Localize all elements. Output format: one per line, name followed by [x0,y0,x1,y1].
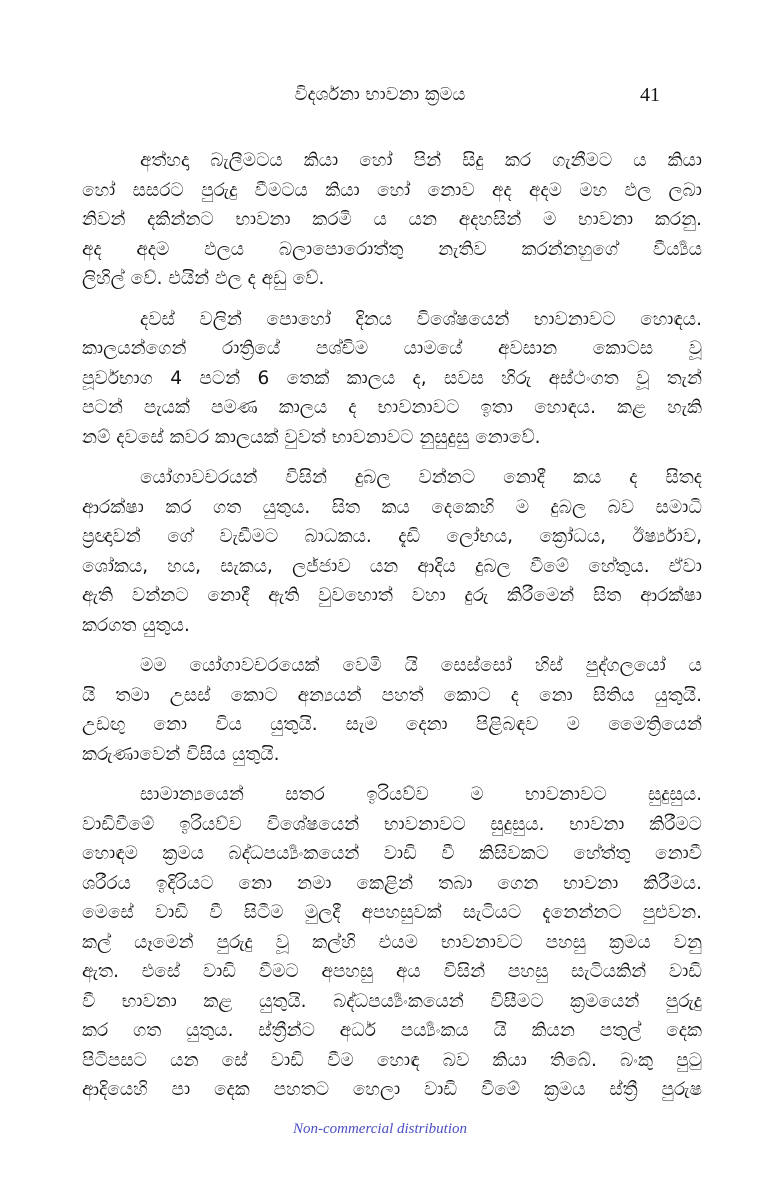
text-line: සාමාන්‍යයෙන් සතර ඉරියව්ව ම භාවනාවට සුදුසුය. [140,784,702,805]
text-line: කාලයන්ගෙන් රාත්‍රියේ පශ්චිම යාමයේ අවසාන කොටස වූ [82,338,702,359]
footer-watermark: Non-commercial distribution [292,1121,468,1137]
text-line: පිටිපසට යන සේ වාඩි වීම හොඳ බව කියා තිබේ. බංකු පුටු [82,1049,702,1071]
text-line: අද අදම ඵලය බලාපොරොත්තු නැතිව කරන්නහුගේ වීර්‍ය්‍යය [82,238,702,260]
text-line: මම යෝගාවචරයෙක් වෙමි යි සෙස්සෝ හිස් පුද්ගලයෝ ය [140,655,702,676]
running-header [0,84,760,112]
body-text [82,146,702,1116]
page-number: 41 [640,84,660,106]
text-line: ඇති වන්නට නොදී ඇති වුවහොත් වහා දුරු කිරීමෙන් සිත ආරක්ෂා [82,585,702,606]
text-line: ශෝකය, හය, සැකය, ලජ්ජාව යන ආදිය දුබල වීමේ හේතුය. ඒවා [82,555,702,577]
text-line: යි තමා උසස් කොට අන්‍යයන් පහත් කොට ද නො සිතිය යුතුයි. [82,684,702,706]
text-line: උඩඟු නො විය යුතුයි. සැම දෙනා පිළිබඳව ම මෛත්‍රියෙන් [82,714,702,735]
text-line: අත්හදා බැලීමටය කියා හෝ පින් සිදු කර ගැනීමට ය කියා [140,150,702,171]
text-line: යෝගාවචරයන් විසින් දුබල වන්නට නොදී කය ද සිතද [140,467,702,488]
text-line: හොඳම ක්‍රමය බද්ධපර්‍ය්‍යංකයෙන් වාඩි වී කිසිවකට හේත්තු නොවී [82,843,702,864]
paragraph [82,651,702,769]
text-line: කරගත යුතුය. [82,614,190,636]
text-line: වී භාවනා කළ යුතුයි. බද්ධපර්‍ය්‍යංකයෙන් විසීමට ක්‍රමයෙන් පුරුදු [82,990,702,1012]
text-line: නම් දවසේ කවර කාලයක් වුවත් භාවනාවට නුසුදුසු නොවේ. [82,426,541,448]
text-line: ඇත. එසේ වාඩි වීමට අපහසු අය විසින් පහසු සැටියකින් වාඩි [82,961,702,982]
text-line: ප්‍රඥාවන් ගේ වැඩීමට බාධකය. දැඩි ලෝභය, ක්‍රෝධය, ඊර්ෂ්‍යාව, [82,526,702,547]
text-line: පටන් පැයක් පමණ කාලය ද භාවනාවට ඉතා හොඳය. කළ හැකි [82,397,702,418]
text-line: මෙසේ වාඩි වී සිටීම මුලදී අපහසුවක් සැටියට දැනෙන්නට පුළුවන. [82,902,702,923]
chapter-title: විදර්ශනා භාවනා ක්‍රමය [294,84,466,105]
text-line: නිවන් දකින්නට භාවනා කරමි ය යන අදහසින් ම භාවනා කරනු. [82,209,702,230]
text-line: පූර්වභාග 4 පටන් 6 තෙක් කාලය ද, සවස හිරු අස්ථංගත වූ තැන් [82,367,702,389]
text-line: ආදියෙහි පා දෙක පහතට හෙලා වාඩි වීමේ ක්‍රමය ස්ත්‍රී පුරුෂ [82,1079,702,1100]
text-line: කල් යෑමෙන් පුරුදු වූ කල්හි එයම භාවනාවට පහසු ක්‍රමය වනු [82,931,702,953]
paragraph [82,463,702,640]
text-line: වාඩිවීමේ ඉරියව්ව විශේෂයෙන් භාවනාවට සුදුසුය. භාවනා කිරීමට [82,813,702,835]
paragraph [82,305,702,453]
text-line: දවස් වලින් පොහෝ දිනය විශේෂයෙන් භාවනාවට හොඳය. [140,308,702,330]
text-line: ශරීරය ඉදිරියට නො නමා කෙළින් තබා ගෙන භාවනා කිරීමය. [82,872,702,894]
text-line: කරුණාවෙන් විසිය යුතුයි. [82,743,280,765]
text-line: ආරක්ෂා කර ගත යුතුය. සිත කය දෙකෙහි ම දුබල බව සමාධි [82,496,702,518]
text-line: ලිහිල් වේ. එයින් ඵල ද අඩු වේ. [82,268,325,289]
paragraph [82,146,702,294]
paragraph [82,780,702,1105]
text-line: හෝ සසරට පුරුදු වීමටය කියා හෝ නොව අද අදම මහ ඵල ලබා [82,179,702,201]
text-line: කර ගත යුතුය. ස්ත්‍රීන්ට අර්ධ පර්‍ය්‍යංකය යි කියන පතුල් දෙක [82,1020,702,1041]
